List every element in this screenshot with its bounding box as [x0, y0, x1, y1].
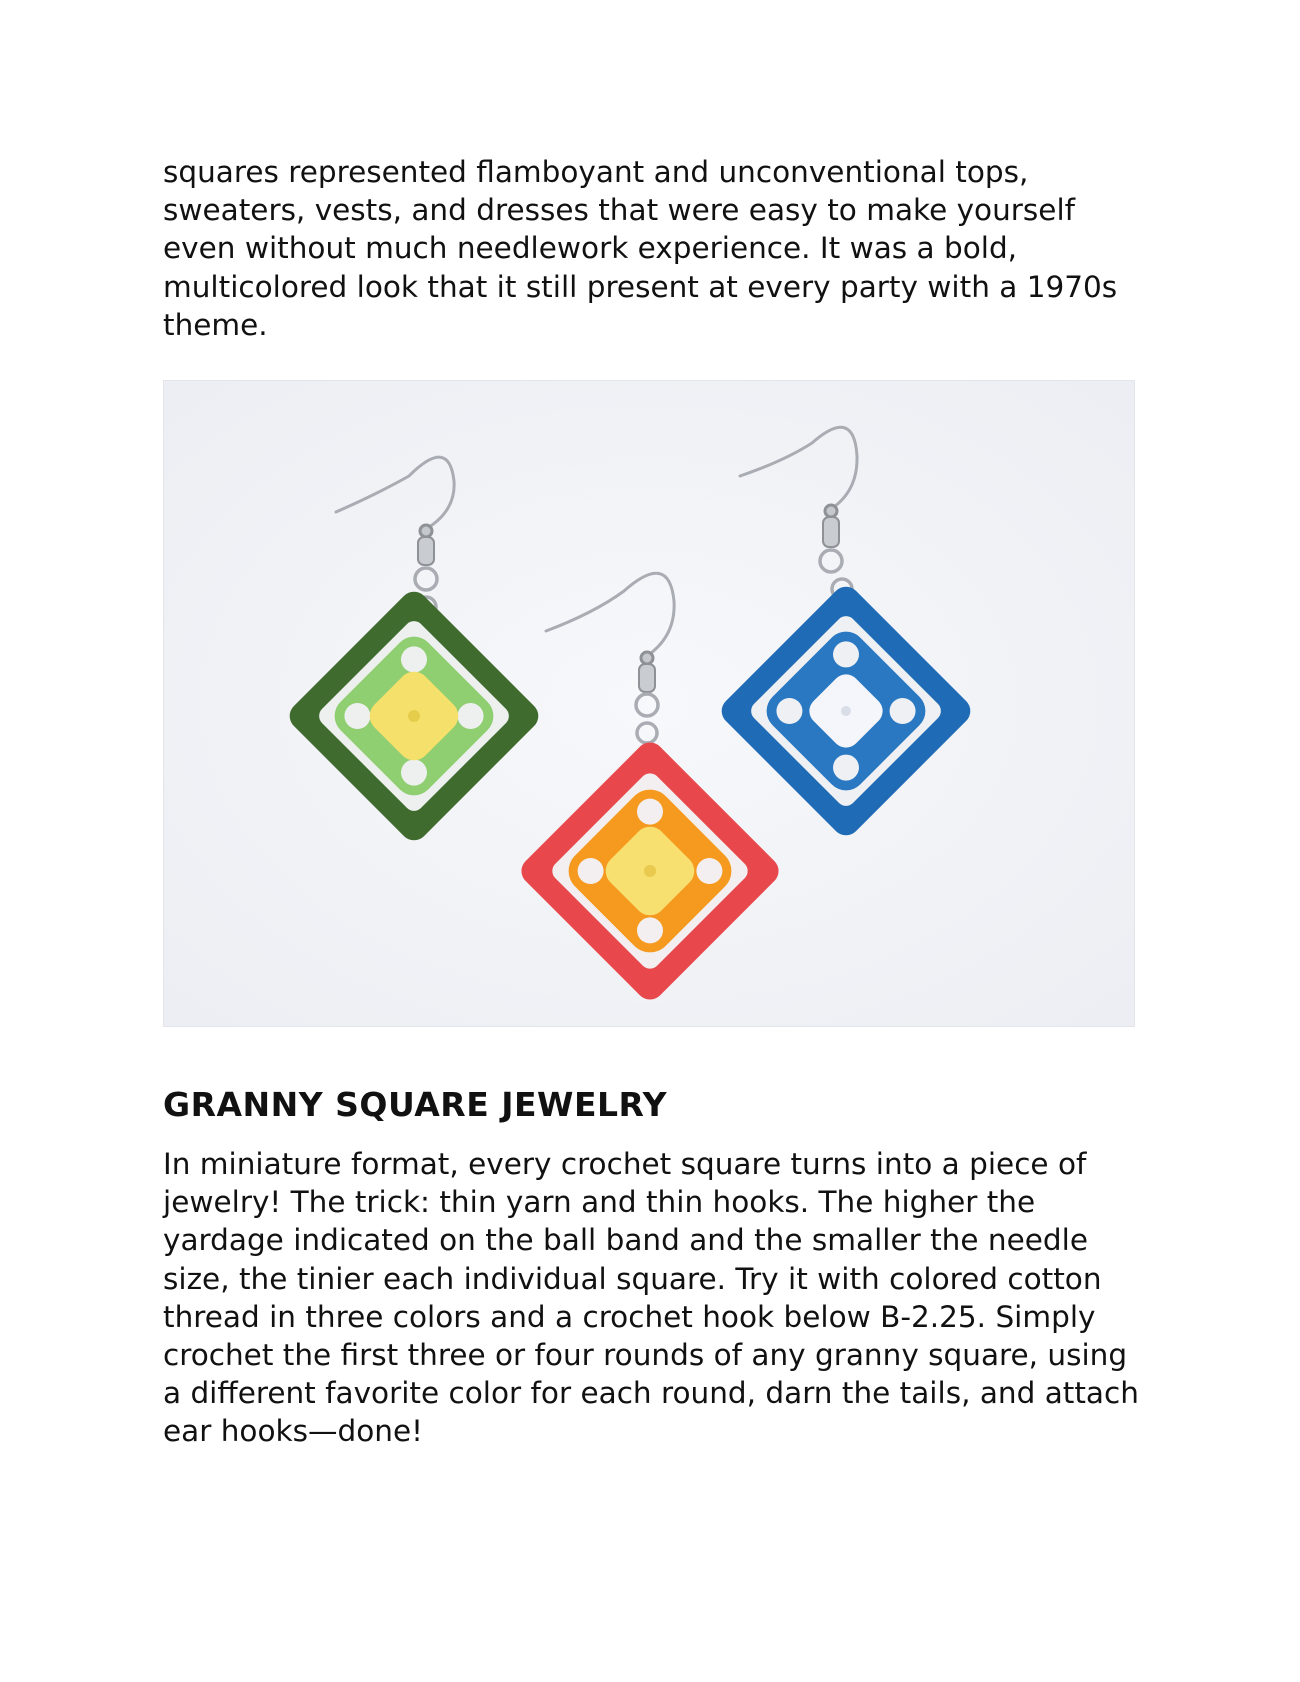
intro-paragraph: squares represented flamboyant and unconventional tops, sweaters, vests, and dresses that were easy to make yourself even without much needlework experience. It was a bold, multicolored look that it still present at every party with a 1970s theme. [163, 155, 1118, 342]
earrings-photo [163, 380, 1135, 1027]
section-heading: GRANNY SQUARE JEWELRY [163, 1085, 668, 1124]
section-body: In miniature format, every crochet square turns into a piece of jewelry! The trick: thin yarn and thin hooks. The higher the yardage indicated on the ball band and the smaller the needle size, the tinier each individual square. Try it with colored cotton thread in three colors and a crochet hook below B-2.25. Simply crochet the first three or four rounds of any granny square, using a different favorite color for each round, darn the tails, and attach ear hooks—done! [163, 1147, 1139, 1449]
